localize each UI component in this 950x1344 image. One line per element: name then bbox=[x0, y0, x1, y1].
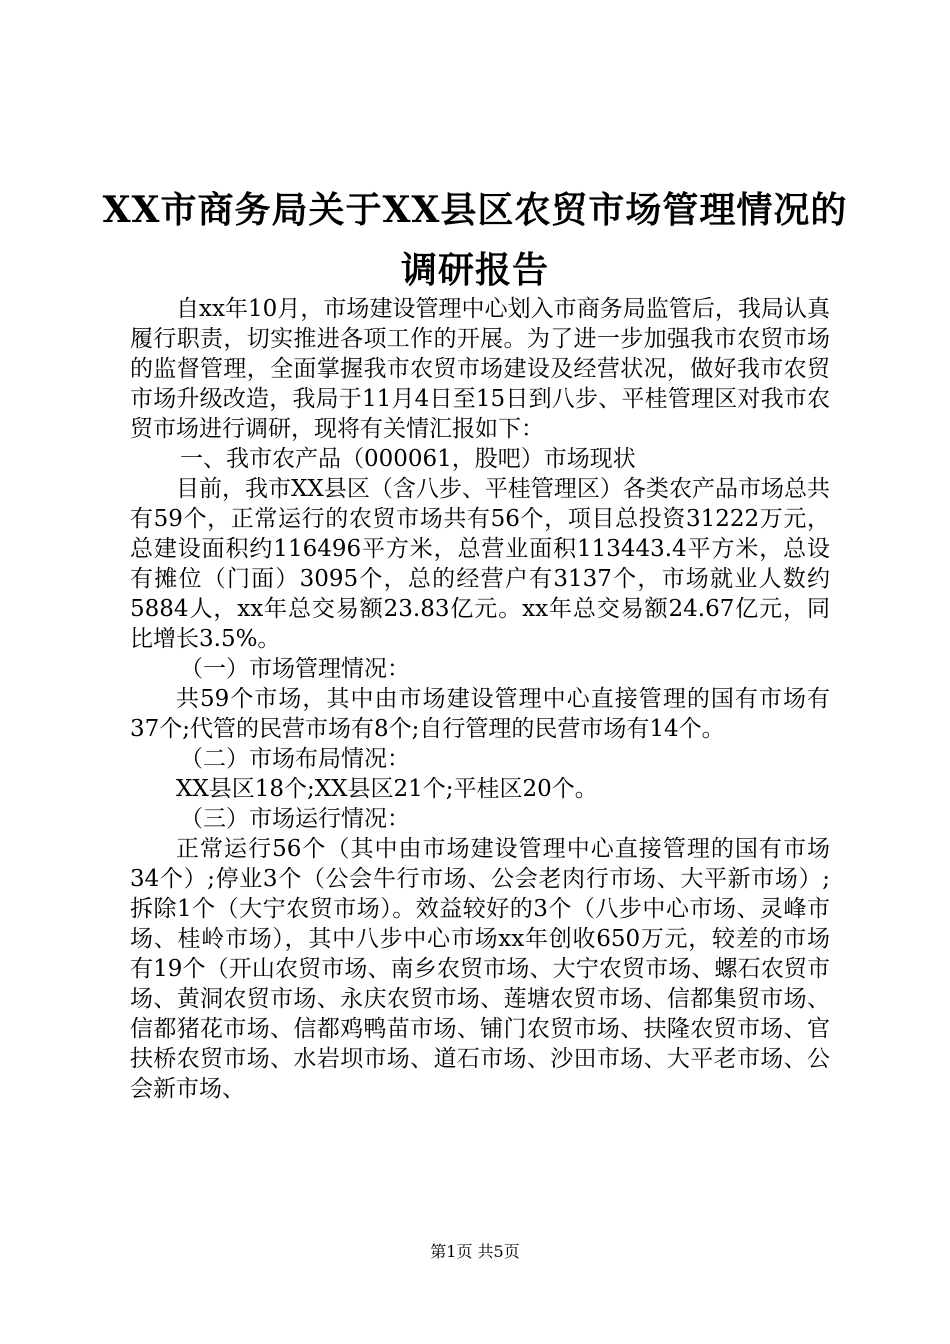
management-paragraph: 共59个市场，其中由市场建设管理中心直接管理的国有市场有37个;代管的民营市场有8个;自行管理的民营市场有14个。 bbox=[130, 686, 830, 742]
subsection-heading: （一）市场管理情况： bbox=[180, 656, 410, 682]
status-paragraph: 目前，我市XX县区（含八步、平桂管理区）各类农产品市场总共有59个，正常运行的农贸市场共有56个，项目总投资31222万元，总建设面积约116496平方米，总营业面积113443.4平方米，总设有摊位（门面）3095个，总的经营户有3137个，市场就业人数约5884人，xx年总交易额23.83亿元。xx年总交易额24.67亿元，同比增长3.5%。 bbox=[130, 476, 830, 652]
document-title-line2: 调研报告 bbox=[400, 249, 549, 291]
document-body bbox=[130, 294, 830, 1104]
subsection-heading: （三）市场运行情况： bbox=[180, 806, 410, 832]
layout-paragraph: XX县区18个;XX县区21个;平桂区20个。 bbox=[176, 776, 598, 802]
intro-paragraph: 自xx年10月，市场建设管理中心划入市商务局监管后，我局认真履行职责，切实推进各项工作的开展。为了进一步加强我市农贸市场的监督管理，全面掌握我市农贸市场建设及经营状况，做好我市农贸市场升级改造，我局于11月4日至15日到八步、平桂管理区对我市农贸市场进行调研，现将有关情汇报如下： bbox=[130, 296, 830, 442]
document-title-line1: XX市商务局关于XX县区农贸市场管理情况的 bbox=[102, 189, 848, 231]
section-heading: 一、我市农产品（000061，股吧）市场现状 bbox=[180, 446, 636, 472]
operation-paragraph: 正常运行56个（其中由市场建设管理中心直接管理的国有市场34个）;停业3个（公会牛行市场、公会老肉行市场、大平新市场）;拆除1个（大宁农贸市场）。效益较好的3个（八步中心市场、灵峰市场、桂岭市场），其中八步中心市场xx年创收650万元，较差的市场有19个（开山农贸市场、南乡农贸市场、大宁农贸市场、螺石农贸市场、黄洞农贸市场、永庆农贸市场、莲塘农贸市场、信都集贸市场、信都猪花市场、信都鸡鸭苗市场、铺门农贸市场、扶隆农贸市场、官扶桥农贸市场、水岩坝市场、道石市场、沙田市场、大平老市场、公会新市场、 bbox=[130, 836, 830, 1102]
subsection-heading: （二）市场布局情况： bbox=[180, 746, 410, 772]
page-footer: 第1页 共5页 bbox=[430, 1242, 520, 1261]
